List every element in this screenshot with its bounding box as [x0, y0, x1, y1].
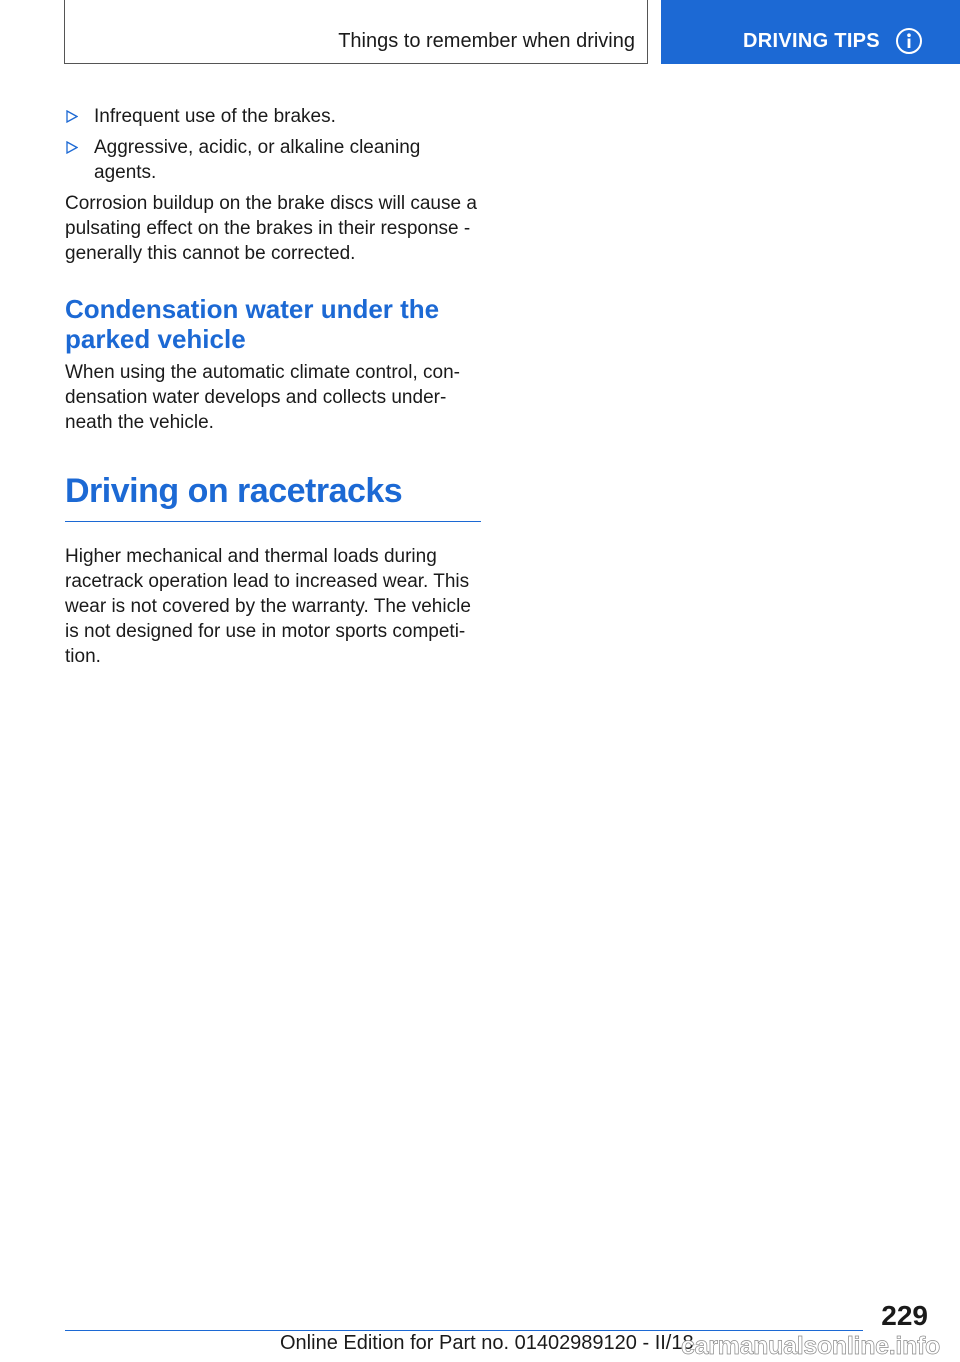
list-item [65, 135, 481, 185]
list-item [65, 104, 481, 129]
racetracks-heading: Driving on racetracks [65, 472, 403, 510]
racetracks-paragraph: Higher mechanical and thermal loads during racetrack operation lead to increased wear. This wear is not covered by the warranty. The vehicle is not designed for use in motor sports competition. [65, 546, 471, 667]
corrosion-paragraph: Corrosion buildup on the brake discs will cause a pulsating effect on the brakes in their response - generally this cannot be corrected. [65, 193, 477, 264]
header-section-box [64, 0, 648, 64]
header-chapter-label: DRIVING TIPS [743, 30, 880, 52]
header-section-title: Things to remember when driving [338, 30, 635, 52]
watermark-logo: carmanualsonline.info [681, 1332, 941, 1360]
heading-divider [65, 521, 481, 522]
content-column [65, 104, 481, 669]
condensation-heading: Condensation water under the parked vehicle [65, 294, 440, 354]
header-chapter-tab[interactable] [661, 0, 960, 64]
page-number: 229 [881, 1300, 928, 1331]
triangle-bullet-icon [66, 141, 78, 154]
condensation-paragraph: When using the automatic climate control, condensation water develops and collects underneath the vehicle. [65, 362, 460, 433]
footer-divider [65, 1330, 863, 1331]
list-item-text: Infrequent use of the brakes. [94, 106, 336, 127]
footer-edition-text: Online Edition for Part no. 01402989120 - II/18 [280, 1332, 694, 1354]
info-icon [895, 27, 923, 55]
list-item-text: Aggressive, acidic, or alkaline cleaning agents. [94, 137, 421, 183]
triangle-bullet-icon [66, 110, 78, 123]
